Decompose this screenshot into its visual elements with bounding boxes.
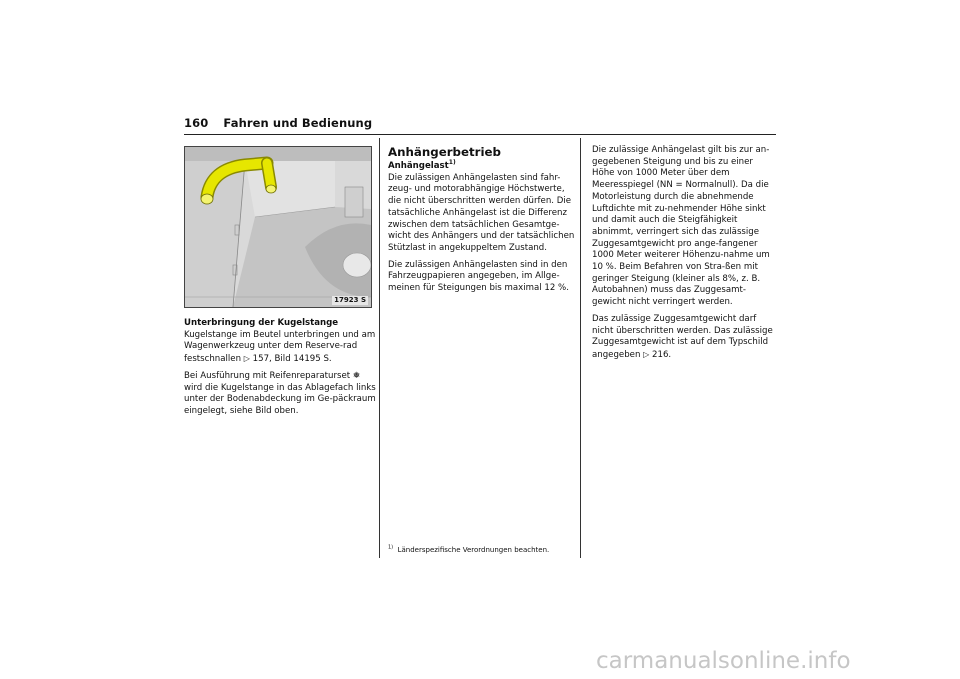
left-column [184,318,376,423]
middle-subheading-text: Anhängelast [388,161,449,171]
footnote-marker: 1) [448,159,456,167]
section-title: Anhängerbetrieb [388,145,501,159]
footnote-text: Länderspezifische Verordnungen beachten. [397,546,550,554]
header-rule [184,134,776,135]
middle-paragraph-1 [388,161,575,255]
middle-text-1: Die zulässigen Anhängelasten sind fahr-zeug- und motorabhängige Höchstwerte, die nicht überschritten werden dürfen. Die tatsächliche Anhängelast ist die Differenz zwischen dem tatsächlichen Gesamtge-wicht des Anhängers und der tatsächlichen Stützlast in angekuppeltem Zustand. [388,172,575,253]
right-paragraph-1: Die zulässige Anhängelast gilt bis zur an-gegebenen Steigung und bis zu einer Höhe von 1000 Meter über dem Meeresspiegel (NN = Normalnull). Da die Motorleistung durch die abnehmende Luftdichte mit zu-nehmender Höhe sinkt und damit auch die Steigfähigkeit abnimmt, verringert sich das zulässige Zuggesamtgewicht pro ange-fangener 1000 Meter weiterer Höhenzu-nahme um 10 %. Beim Befahren von Stra-ßen mit geringer Steigung (kleiner als 8%, z. B. Autobahnen) muss das Zuggesamt-gewicht nicht verringert werden. [592,145,770,308]
right-paragraph-2 [592,314,778,362]
middle-subheading [388,161,575,173]
left-paragraph-2 [184,371,376,418]
trunk-illustration [184,146,372,308]
right-text-2: Das zulässige Zuggesamtgewicht darf nicht überschritten werden. Das zulässige Zuggesamtgewicht ist auf dem Typschild angegeben [592,313,773,360]
left-subheading: Unterbringung der Kugelstange [184,318,339,328]
left-text-2a: Bei Ausführung mit Reifenreparaturset [184,370,351,381]
trunk-drawing [185,147,371,307]
left-text-1: Kugelstange im Beutel unterbringen und am Wagenwerkzeug unter dem Reserve-rad festschnallen [184,329,376,365]
right-reference-2: 216. [652,349,672,360]
page-reference-icon: ▷ [243,354,250,364]
page-reference-icon: ▷ [643,349,650,359]
right-column [592,145,778,367]
chapter-title: Fahren und Bedienung [223,116,373,130]
watermark: carmanualsonline.info [596,648,851,674]
footnote-number: 1) [388,544,394,551]
figure-code: 17923 S [334,296,366,304]
option-snowflake-icon: ❅ [352,370,361,381]
footnote [388,546,549,555]
left-text-2b: wird die Kugelstange in das Ablagefach links unter der Bodenabdeckung im Ge-päckraum eingelegt, siehe Bild oben. [184,382,376,416]
page-header [184,116,372,130]
left-paragraph-1 [184,318,376,366]
middle-column [388,145,575,300]
middle-paragraph-2: Die zulässigen Anhängelasten sind in den Fahrzeugpapieren angegeben, im Allge-meinen für Steigungen bis maximal 12 %. [388,259,569,294]
left-reference-1: 157, Bild 14195 S. [252,354,332,365]
column-divider-1 [379,138,380,558]
column-divider-2 [580,138,581,558]
page-number: 160 [184,116,209,130]
